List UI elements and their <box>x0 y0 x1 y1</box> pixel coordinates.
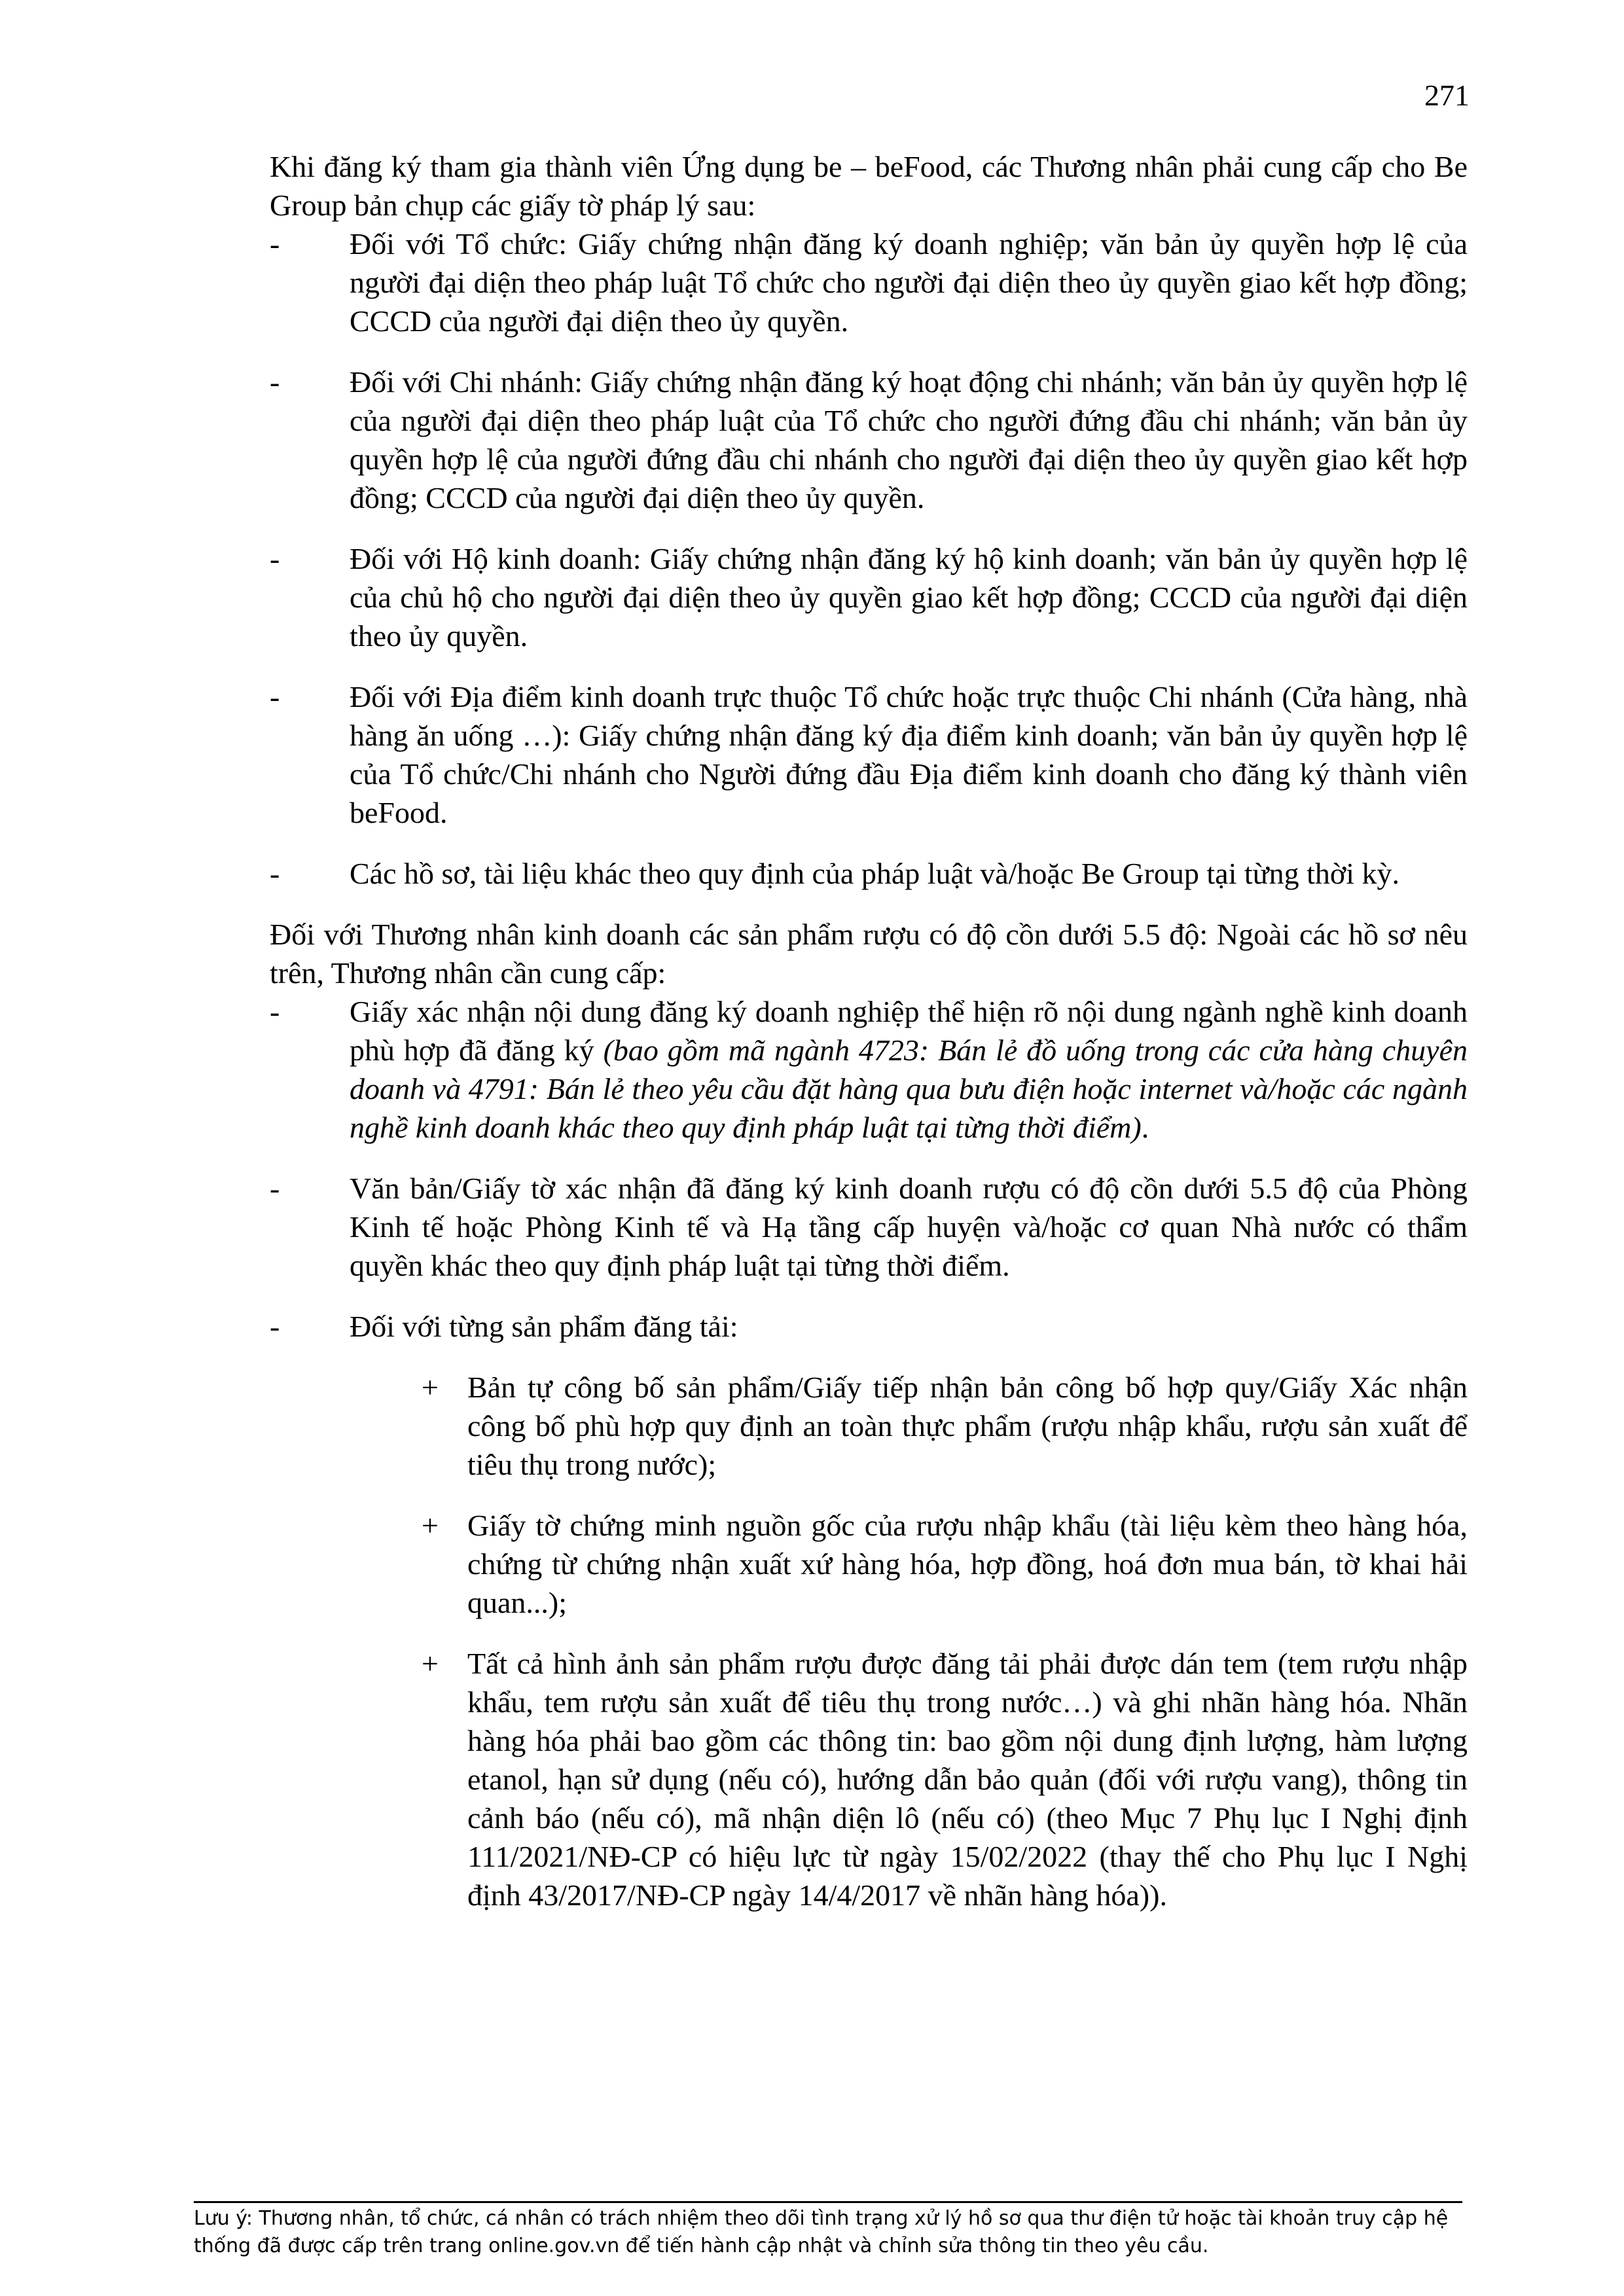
list-item <box>270 224 1468 340</box>
dash-marker: - <box>270 227 280 260</box>
product-requirements-list <box>270 1368 1468 1914</box>
list-item-text-end: . <box>1141 1111 1149 1144</box>
footer-divider <box>194 2201 1462 2203</box>
page-number: 271 <box>1424 79 1470 112</box>
dash-marker: - <box>270 542 280 575</box>
dash-marker: - <box>270 857 280 890</box>
plus-marker: + <box>422 1647 439 1680</box>
alcohol-docs-list <box>270 992 1468 1914</box>
document-body <box>270 147 1468 1937</box>
footer-note: Lưu ý: Thương nhân, tổ chức, cá nhân có trách nhiệm theo dõi tình trạng xử lý hồ sơ qua thư điện tử hoặc tài khoản truy cập hệ thống đã được cấp trên trang online.gov.vn để tiến hành cập nhật và chỉnh sửa thông tin theo yêu cầu. <box>194 2207 1449 2257</box>
intro-paragraph: Khi đăng ký tham gia thành viên Ứng dụng be – beFood, các Thương nhân phải cung cấp cho Be Group bản chụp các giấy tờ pháp lý sau: <box>270 150 1468 222</box>
list-item-text-main: Giấy xác nhận nội dung đăng ký doanh nghiệp thể hiện rõ nội dung ngành nghề kinh doanh phù hợp đã đăng ký <box>350 995 1468 1067</box>
list-item <box>270 677 1468 832</box>
plus-marker: + <box>422 1509 439 1542</box>
sub-list-item-text: Bản tự công bố sản phẩm/Giấy tiếp nhận bản công bố hợp quy/Giấy Xác nhận công bố phù hợp quy định an toàn thực phẩm (rượu nhập khẩu, rượu sản xuất để tiêu thụ trong nước); <box>467 1371 1468 1481</box>
list-item-text: Đối với Chi nhánh: Giấy chứng nhận đăng ký hoạt động chi nhánh; văn bản ủy quyền hợp lệ của người đại diện theo pháp luật của Tổ chức cho người đứng đầu chi nhánh; văn bản ủy quyền hợp lệ của người đứng đầu chi nhánh cho người đại diện theo ủy quyền giao kết hợp đồng; CCCD của người đại diện theo ủy quyền. <box>350 365 1468 514</box>
list-item <box>270 363 1468 517</box>
list-item-text: Đối với Địa điểm kinh doanh trực thuộc Tổ chức hoặc trực thuộc Chi nhánh (Cửa hàng, nhà hàng ăn uống …): Giấy chứng nhận đăng ký địa điểm kinh doanh; văn bản ủy quyền hợp lệ của Tổ chức/Chi nhánh cho Người đứng đầu Địa điểm kinh doanh cho đăng ký thành viên beFood. <box>350 680 1468 829</box>
list-item <box>270 1169 1468 1285</box>
sub-list-item <box>270 1644 1468 1914</box>
list-item <box>270 992 1468 1147</box>
list-item-text: Đối với Hộ kinh doanh: Giấy chứng nhận đăng ký hộ kinh doanh; văn bản ủy quyền hợp lệ của chủ hộ cho người đại diện theo ủy quyền giao kết hợp đồng; CCCD của người đại diện theo ủy quyền. <box>350 542 1468 653</box>
list-item <box>270 854 1468 893</box>
dash-marker: - <box>270 1310 280 1343</box>
list-item-text <box>350 992 1468 1147</box>
dash-marker: - <box>270 995 280 1028</box>
sub-list-item-text: Giấy tờ chứng minh nguồn gốc của rượu nhập khẩu (tài liệu kèm theo hàng hóa, chứng từ chứng nhận xuất xứ hàng hóa, hợp đồng, hoá đơn mua bán, tờ khai hải quan...); <box>467 1509 1468 1619</box>
list-item-text: Đối với Tổ chức: Giấy chứng nhận đăng ký doanh nghiệp; văn bản ủy quyền hợp lệ của người đại diện theo pháp luật Tổ chức cho người đại diện theo ủy quyền giao kết hợp đồng; CCCD của người đại diện theo ủy quyền. <box>350 227 1468 338</box>
list-item-text: Các hồ sơ, tài liệu khác theo quy định của pháp luật và/hoặc Be Group tại từng thời kỳ. <box>350 857 1399 890</box>
list-item-text-italic: (bao gồm mã ngành 4723: Bán lẻ đồ uống trong các cửa hàng chuyên doanh và 4791: Bán lẻ theo yêu cầu đặt hàng qua bưu điện hoặc internet và/hoặc các ngành nghề kinh doanh khác theo quy định pháp luật tại từng thời điểm) <box>350 1033 1468 1144</box>
dash-marker: - <box>270 680 280 713</box>
plus-marker: + <box>422 1371 439 1404</box>
legal-docs-list <box>270 224 1468 893</box>
sub-list-item <box>270 1506 1468 1622</box>
list-item <box>270 539 1468 655</box>
list-item-text: Văn bản/Giấy tờ xác nhận đã đăng ký kinh doanh rượu có độ cồn dưới 5.5 độ của Phòng Kinh tế hoặc Phòng Kinh tế và Hạ tầng cấp huyện và/hoặc cơ quan Nhà nước có thẩm quyền khác theo quy định pháp luật tại từng thời điểm. <box>350 1172 1468 1282</box>
dash-marker: - <box>270 365 280 399</box>
sub-list-item <box>270 1368 1468 1484</box>
sub-list-item-text: Tất cả hình ảnh sản phẩm rượu được đăng tải phải được dán tem (tem rượu nhập khẩu, tem rượu sản xuất để tiêu thụ trong nước…) và ghi nhãn hàng hóa. Nhãn hàng hóa phải bao gồm các thông tin: bao gồm nội dung định lượng, hàm lượng etanol, hạn sử dụng (nếu có), hướng dẫn bảo quản (đối với rượu vang), thông tin cảnh báo (nếu có), mã nhận diện lô (nếu có) (theo Mục 7 Phụ lục I Nghị định 111/2021/NĐ-CP có hiệu lực từ ngày 15/02/2022 (thay thế cho Phụ lục I Nghị định 43/2017/NĐ-CP ngày 14/4/2017 về nhãn hàng hóa)). <box>467 1647 1468 1912</box>
dash-marker: - <box>270 1172 280 1205</box>
list-item-text: Đối với từng sản phẩm đăng tải: <box>350 1310 738 1343</box>
alcohol-intro-paragraph: Đối với Thương nhân kinh doanh các sản phẩm rượu có độ cồn dưới 5.5 độ: Ngoài các hồ sơ nêu trên, Thương nhân cần cung cấp: <box>270 918 1468 990</box>
list-item <box>270 1307 1468 1346</box>
